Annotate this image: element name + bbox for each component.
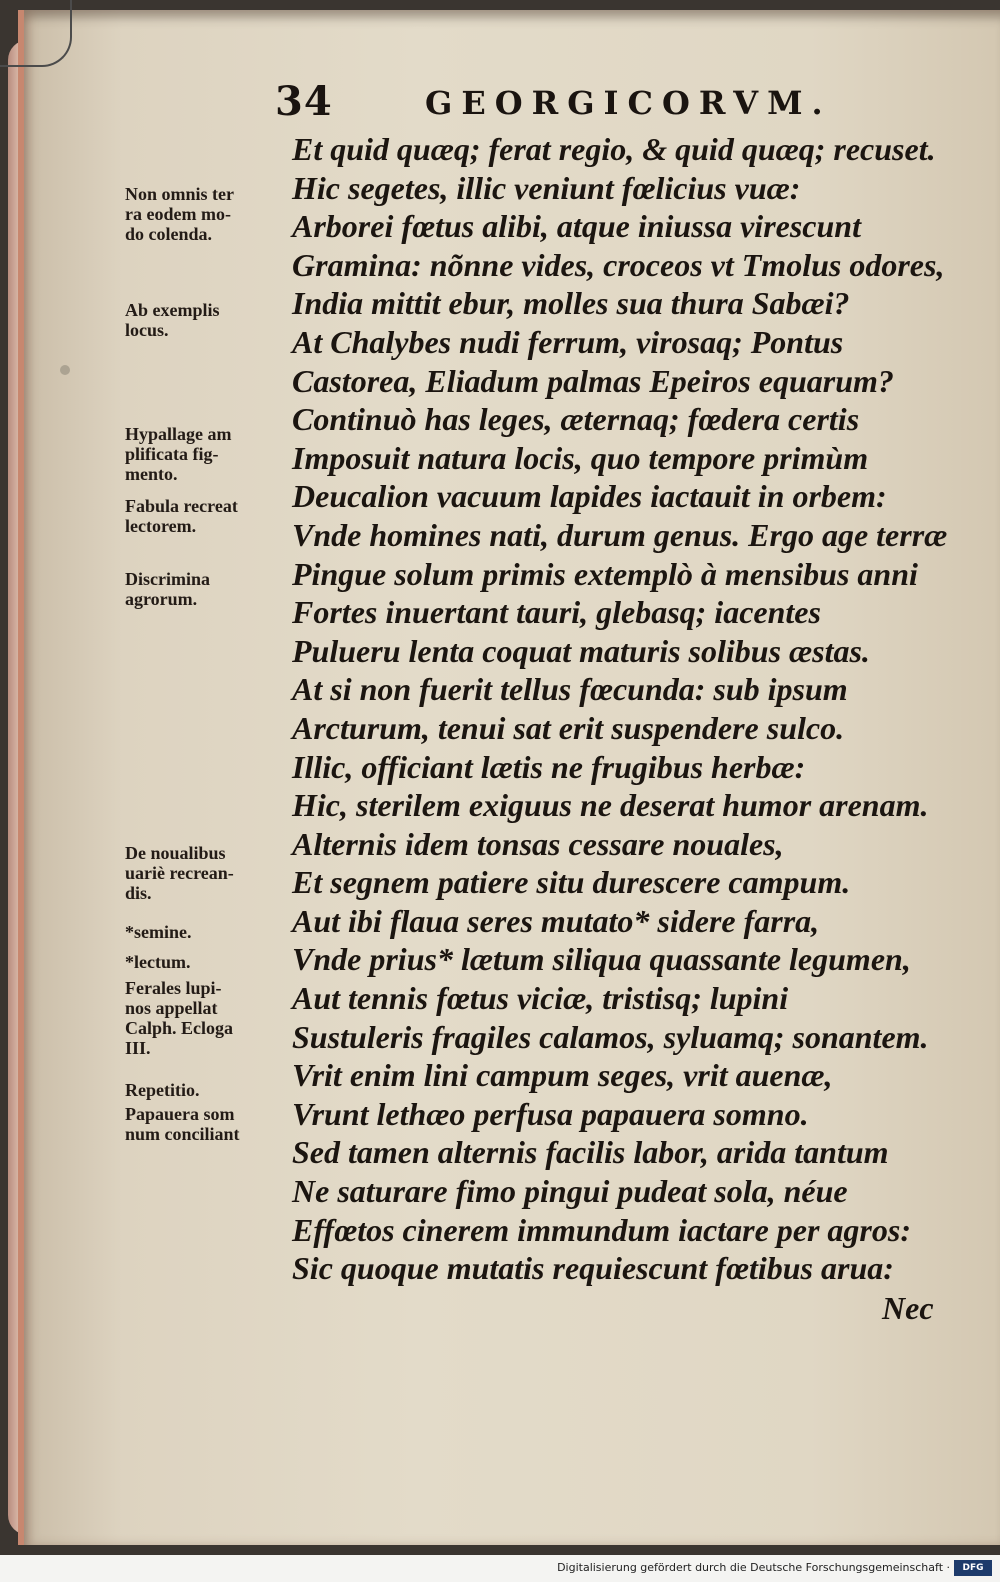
page-number: 34 (275, 78, 333, 125)
note-line: nos appellat (125, 998, 218, 1018)
verse-text (292, 130, 972, 1288)
note-line: Hypallage am (125, 424, 232, 444)
verse-line: Aut ibi flaua seres mutato* sidere farra, (292, 902, 820, 939)
note-line: *semine. (125, 922, 192, 942)
catchword: Nec (882, 1290, 934, 1326)
verse-line: India mittit ebur, molles sua thura Sabæi? (292, 285, 850, 322)
note-line: Papauera som (125, 1104, 235, 1124)
marginal-note (125, 496, 238, 536)
note-line: uariè recrean- (125, 863, 234, 883)
note-line: Calph. Ecloga (125, 1018, 234, 1038)
verse-line: Sic quoque mutatis requiescunt fœtibus arua: (292, 1250, 894, 1287)
note-line: locus. (125, 320, 169, 340)
note-line: mento. (125, 464, 178, 484)
verse-line: Castorea, Eliadum palmas Epeiros equarum? (292, 362, 894, 399)
footer-bar (0, 1555, 1000, 1582)
marginal-note (125, 184, 234, 244)
verse-line: Et quid quæq; ferat regio, & quid quæq; recuset. (292, 131, 936, 167)
note-line: Ab exemplis (125, 300, 220, 320)
verse-line: Sustuleris fragiles calamos, syluamq; sonantem. (292, 1018, 929, 1055)
marginal-note (125, 978, 233, 1058)
verse-line: Gramina: nõnne vides, croceos vt Tmolus odores, (292, 246, 945, 283)
note-line: Non omnis ter (125, 184, 234, 204)
verse-line: Arborei fœtus alibi, atque iniussa virescunt (292, 208, 861, 245)
verse-line: Arcturum, tenui sat erit suspendere sulco. (292, 709, 845, 746)
running-title: GEORGICORVM. (425, 84, 832, 122)
verse-line: Effœtos cinerem immundum iactare per agros: (292, 1211, 911, 1248)
marginal-note (125, 424, 232, 484)
verse-line: Vnde homines nati, durum genus. Ergo age terræ (292, 516, 948, 553)
verse-line: Et segnem patiere situ durescere campum. (292, 864, 851, 901)
verse-line: Ne saturare fimo pingui pudeat sola, néue (292, 1173, 848, 1210)
verse-line: Continuò has leges, æternaq; fœdera certis (292, 401, 860, 438)
marginal-note (125, 843, 234, 903)
verse-line: At Chalybes nudi ferrum, virosaq; Pontus (292, 323, 844, 360)
verse-line: Deucalion vacuum lapides iactauit in orbem: (292, 478, 887, 515)
note-line: plificata fig- (125, 444, 219, 464)
note-line: dis. (125, 883, 152, 903)
marginal-note (125, 952, 190, 972)
note-line: *lectum. (125, 952, 191, 972)
marginal-note (125, 1104, 240, 1144)
verse-line: Alternis idem tonsas cessare nouales, (292, 825, 784, 862)
verse-line: Pingue solum primis extemplò à mensibus anni (292, 555, 918, 592)
note-line: Fabula recreat (125, 496, 238, 516)
dfg-logo: DFG (954, 1560, 992, 1576)
note-line: Discrimina (125, 569, 210, 589)
verse-line: At si non fuerit tellus fœcunda: sub ipsum (292, 671, 848, 708)
verse-line: Imposuit natura locis, quo tempore primùm (292, 439, 869, 476)
note-line: agrorum. (125, 589, 198, 609)
verse-line: Hic, sterilem exiguus ne deserat humor arenam. (292, 787, 929, 824)
marginal-note (125, 1080, 199, 1100)
page-header (275, 78, 835, 128)
note-line: num conciliant (125, 1124, 240, 1144)
marginal-note (125, 922, 192, 942)
verse-line: Sed tamen alternis facilis labor, arida tantum (292, 1134, 889, 1171)
note-line: ra eodem mo- (125, 204, 231, 224)
note-line: Ferales lupi- (125, 978, 222, 998)
binding-ring (0, 0, 72, 67)
verse-line: Hic segetes, illic veniunt fœlicius vuæ: (292, 169, 801, 206)
marginal-note (125, 300, 220, 340)
note-line: Repetitio. (125, 1080, 200, 1100)
funding-credit: Digitalisierung gefördert durch die Deutsche Forschungsgemeinschaft · (557, 1561, 950, 1574)
note-line: III. (125, 1038, 151, 1058)
verse-line: Vnde prius* lætum siliqua quassante legumen, (292, 941, 911, 978)
note-line: De noualibus (125, 843, 226, 863)
note-line: lectorem. (125, 516, 197, 536)
verse-line: Aut tennis fœtus viciæ, tristisq; lupini (292, 980, 789, 1017)
marginal-note (125, 569, 210, 609)
verse-line: Illic, officiant lætis ne frugibus herbæ: (292, 748, 806, 785)
verse-line: Vrit enim lini campum seges, vrit auenæ, (292, 1057, 833, 1094)
paper-stain (60, 365, 70, 375)
verse-line: Pulueru lenta coquat maturis solibus æstas. (292, 632, 870, 669)
verse-line: Fortes inuertant tauri, glebasq; iacentes (292, 594, 821, 631)
verse-line: Vrunt lethæo perfusa papauera somno. (292, 1095, 809, 1132)
note-line: do colenda. (125, 224, 213, 244)
